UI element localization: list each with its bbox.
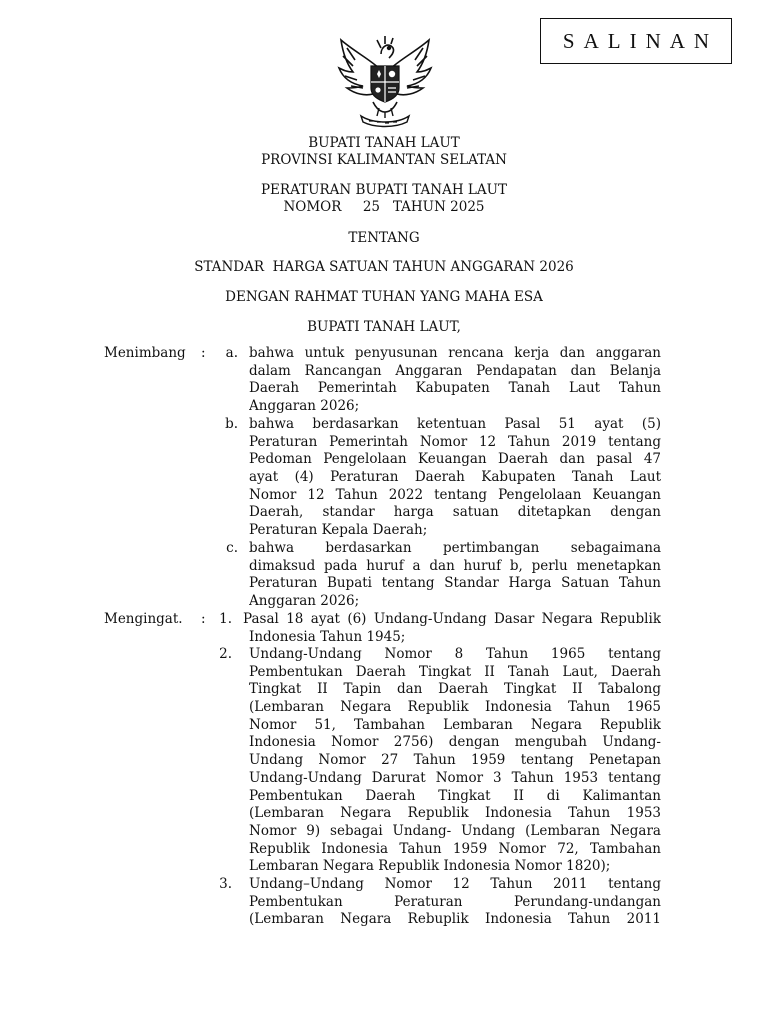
text-line: bahwa berdasarkan pertimbangan sebagaimana: [249, 540, 661, 556]
salinan-stamp: SALINAN: [540, 18, 732, 64]
mengingat-separator: :: [201, 611, 206, 627]
text-line: Anggaran 2026;: [249, 593, 360, 610]
text-line: Republik Indonesia Tahun 1959 Nomor 72, Tambahan: [249, 840, 661, 857]
text-line: Undang-Undang Darurat Nomor 3 Tahun 1953 tentang: [249, 769, 661, 786]
menimbang-separator: :: [201, 345, 206, 361]
mengingat-item-2: [249, 646, 661, 876]
mengingat-item-1: [243, 611, 661, 646]
text-line: Undang–Undang Nomor 12 Tahun 2011 tentang: [249, 876, 661, 892]
text-line: Daerah Pemerintah Kabupaten Tanah Laut Tahun: [249, 380, 661, 397]
text-line: (Lembaran Negara Republik Indonesia Tahun 1953: [249, 805, 661, 822]
text-line: Peraturan Pemerintah Nomor 12 Tahun 2019 tentang: [249, 433, 661, 450]
text-line: Nomor 51, Tambahan Lembaran Negara Republik: [249, 716, 661, 733]
preamble: DENGAN RAHMAT TUHAN YANG MAHA ESA: [225, 289, 543, 305]
menimbang-item-a: [249, 345, 661, 416]
mengingat-marker-3: 3.: [219, 876, 232, 892]
menimbang-marker-b: b.: [225, 416, 238, 432]
text-line: Indonesia Tahun 1945;: [249, 628, 406, 645]
mengingat-label: Mengingat.: [104, 611, 183, 627]
text-line: Pembentukan Daerah Tingkat II Tanah Laut, Daerah: [249, 663, 661, 680]
text-line: Lembaran Negara Republik Indonesia Nomor 1820);: [249, 858, 611, 875]
menimbang-item-c: [249, 540, 661, 611]
text-line: bahwa berdasarkan ketentuan Pasal 51 ayat (5): [249, 416, 661, 432]
text-line: (Lembaran Negara Republik Indonesia Tahun 1965: [249, 699, 661, 716]
mengingat-marker-1: 1.: [219, 611, 232, 627]
about-heading: TENTANG: [348, 230, 420, 246]
text-line: (Lembaran Negara Rebuplik Indonesia Tahun 2011: [249, 911, 661, 928]
text-line: Daerah, standar harga satuan ditetapkan dengan: [249, 504, 661, 521]
text-line: Peraturan Kepala Daerah;: [249, 522, 428, 539]
text-line: Pasal 18 ayat (6) Undang-Undang Dasar Negara Republik: [243, 611, 661, 627]
mengingat-item-3: [249, 876, 661, 929]
text-line: Nomor 9) sebagai Undang- Undang (Lembaran Negara: [249, 822, 661, 839]
text-line: Pembentukan Peraturan Perundang-undangan: [249, 893, 661, 910]
text-line: Tingkat II Tapin dan Daerah Tingkat II Tabalong: [249, 681, 661, 698]
text-line: Undang-Undang Nomor 8 Tahun 1965 tentang: [249, 646, 661, 662]
text-line: Peraturan Bupati tentang Standar Harga Satuan Tahun: [249, 575, 661, 592]
menimbang-marker-a: a.: [225, 345, 238, 361]
text-line: Pedoman Pengelolaan Keuangan Daerah dan pasal 47: [249, 451, 661, 468]
subject-title: STANDAR HARGA SATUAN TAHUN ANGGARAN 2026: [194, 259, 574, 275]
text-line: ayat (4) Peraturan Daerah Kabupaten Tanah Laut: [249, 469, 661, 486]
mengingat-marker-2: 2.: [219, 646, 232, 662]
text-line: bahwa untuk penyusunan rencana kerja dan anggaran: [249, 345, 661, 361]
garuda-emblem-icon: [333, 30, 437, 128]
office-title: BUPATI TANAH LAUT: [308, 135, 460, 151]
text-line: Undang Nomor 27 Tahun 1959 tentang Penetapan: [249, 752, 661, 769]
menimbang-label: Menimbang: [104, 345, 186, 361]
text-line: dalam Rancangan Anggaran Pendapatan dan Belanja: [249, 362, 661, 379]
menimbang-marker-c: c.: [226, 540, 238, 556]
issuer: BUPATI TANAH LAUT,: [307, 319, 461, 335]
text-line: Anggaran 2026;: [249, 398, 360, 415]
text-line: Nomor 12 Tahun 2022 tentang Pengelolaan Keuangan: [249, 486, 661, 503]
regulation-number: NOMOR 25 TAHUN 2025: [283, 199, 485, 215]
text-line: Indonesia Nomor 2756) dengan mengubah Undang-: [249, 734, 661, 751]
province-title: PROVINSI KALIMANTAN SELATAN: [261, 152, 507, 168]
text-line: dimaksud pada huruf a dan huruf b, perlu menetapkan: [249, 557, 661, 574]
menimbang-item-b: [249, 416, 661, 540]
text-line: Pembentukan Daerah Tingkat II di Kalimantan: [249, 787, 661, 804]
regulation-title: PERATURAN BUPATI TANAH LAUT: [260, 182, 508, 198]
